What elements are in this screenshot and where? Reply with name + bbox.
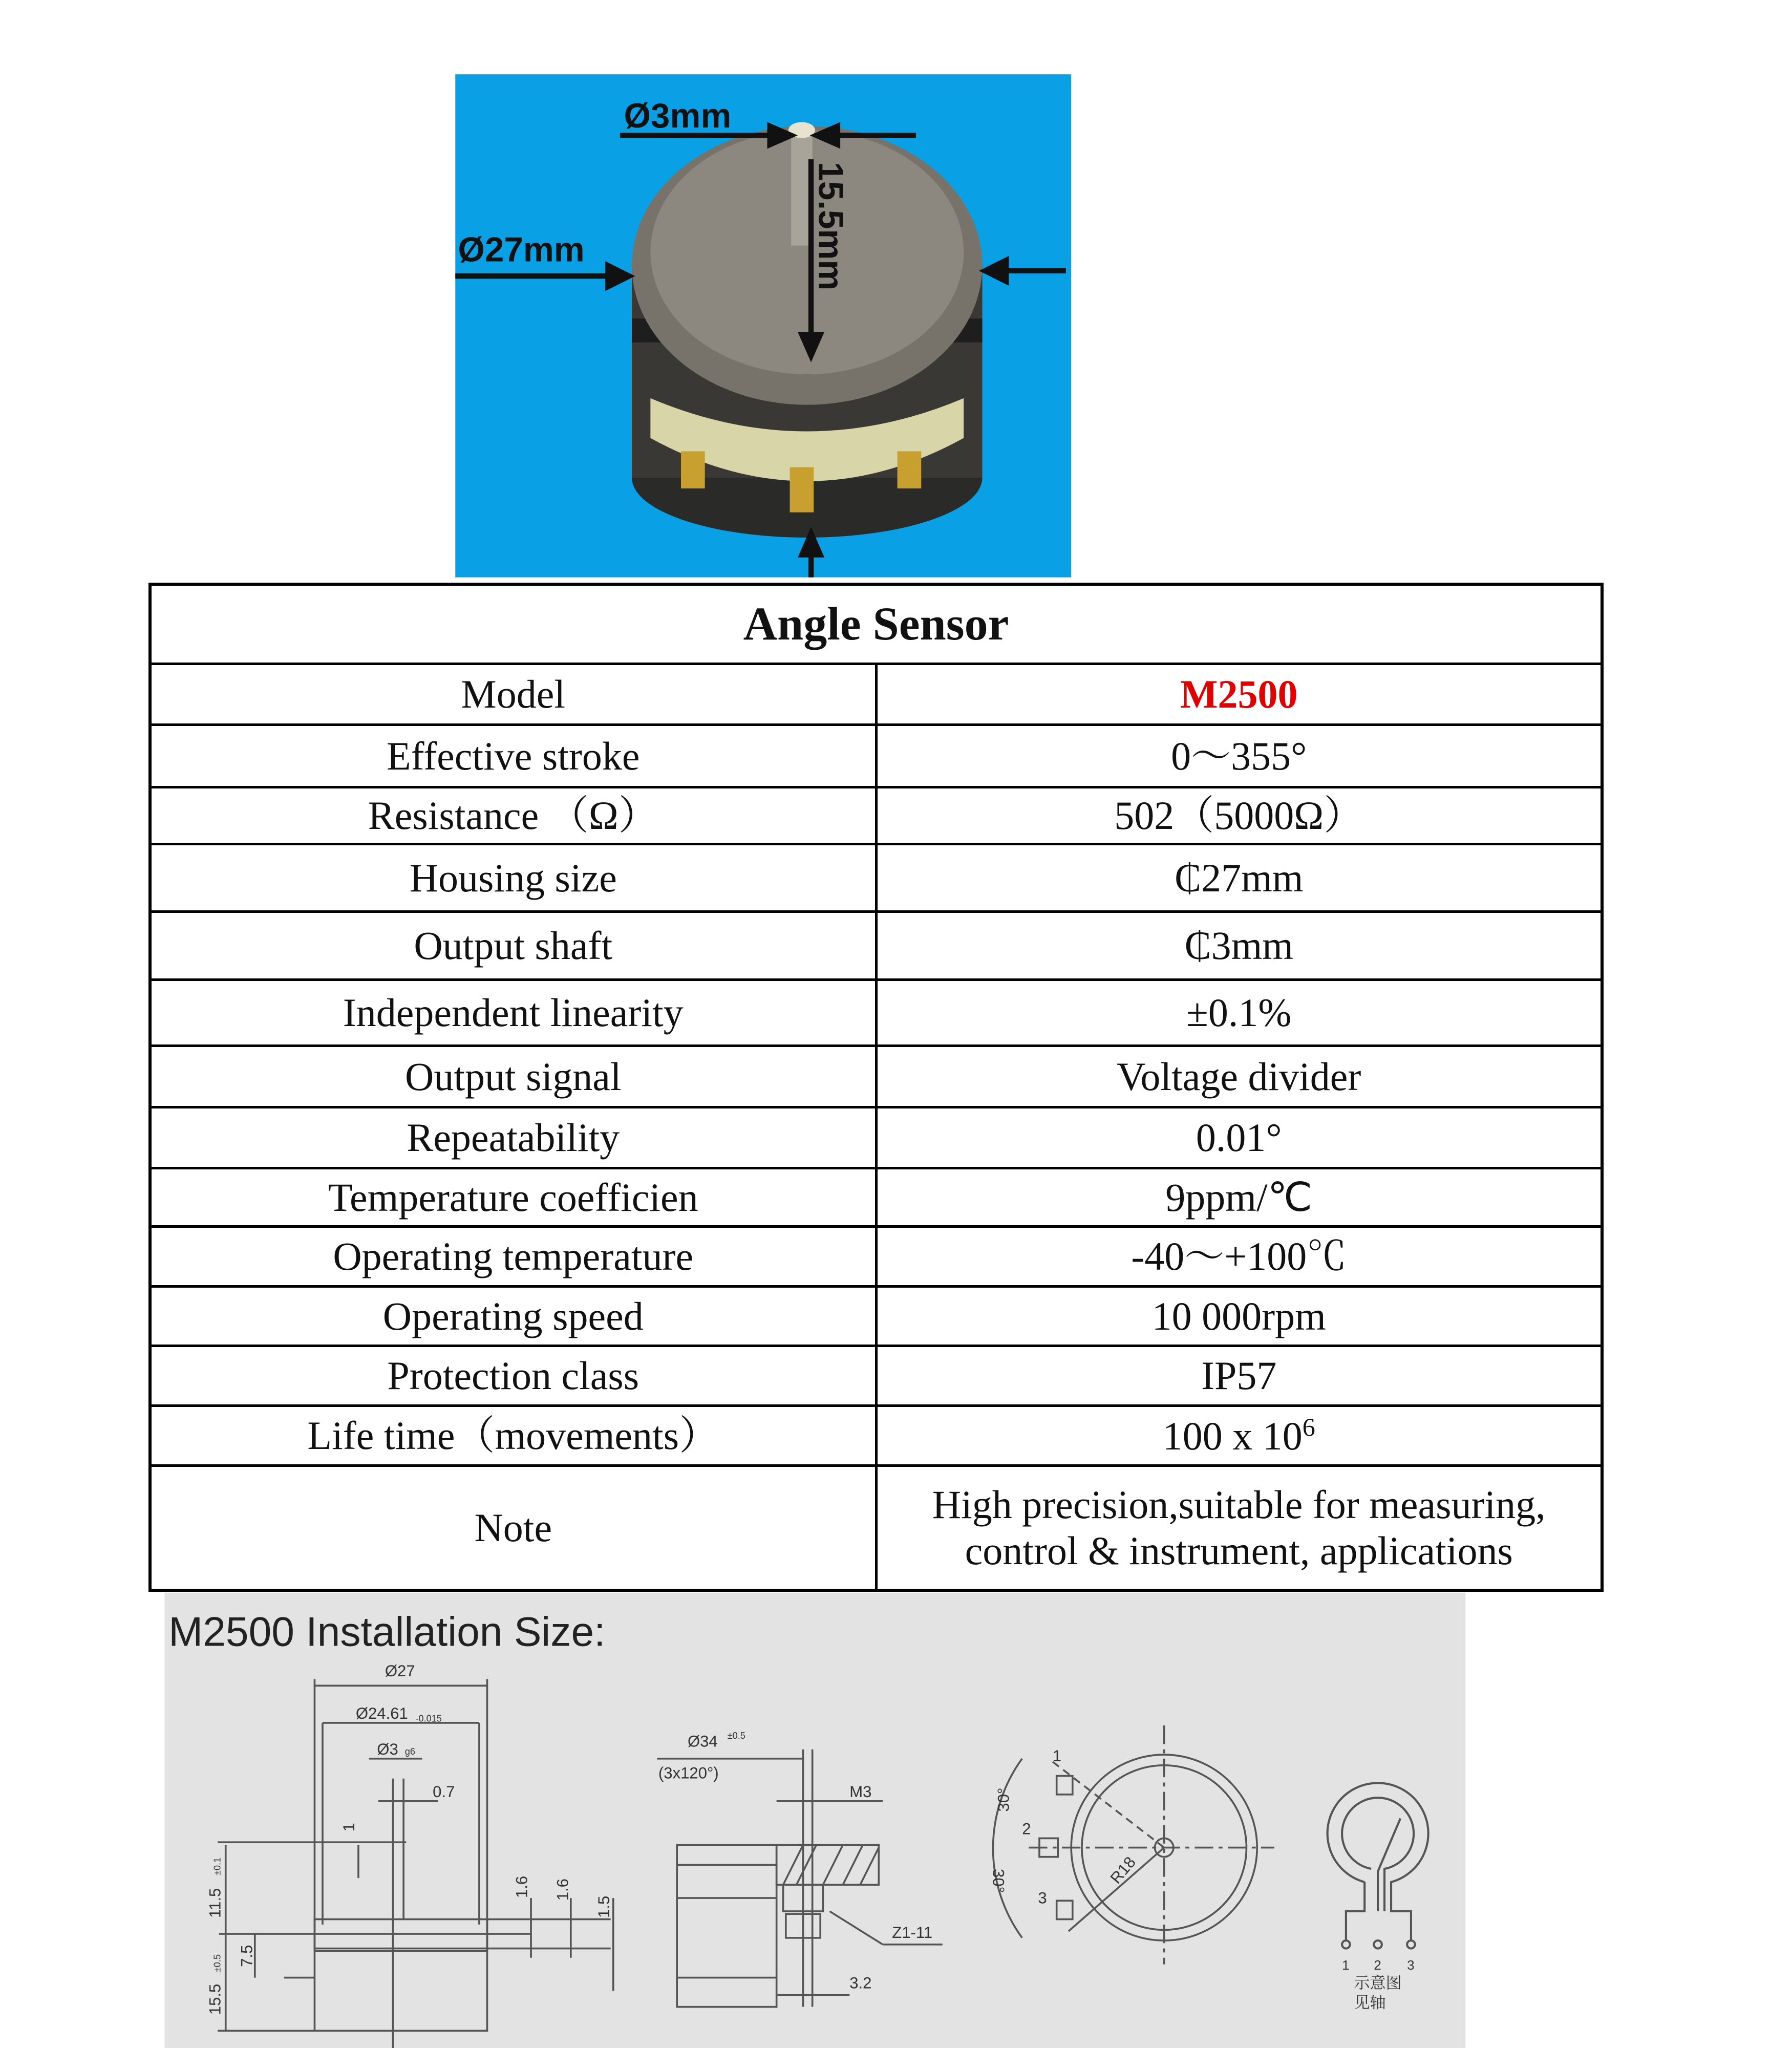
dim-1: 1 <box>340 1823 358 1832</box>
note-value <box>876 1466 1602 1590</box>
row-value: 9ppm/℃ <box>876 1168 1602 1227</box>
row-label: Independent linearity <box>150 980 876 1046</box>
row-value: 0.01° <box>876 1107 1602 1168</box>
pin-1: 1 <box>1342 1958 1350 1973</box>
dim-d34: Ø34 <box>687 1732 718 1751</box>
table-title: Angle Sensor <box>150 584 1602 664</box>
dim-32: 3.2 <box>849 1974 872 1992</box>
row-value: ₵27mm <box>876 844 1602 912</box>
note-line-2: control & instrument, applications <box>965 1528 1513 1573</box>
row-label: Housing size <box>150 844 876 912</box>
front-a2: 30° <box>989 1869 1008 1893</box>
row-value: 10 000rpm <box>876 1287 1602 1346</box>
front-t3: 3 <box>1038 1889 1047 1907</box>
pin-2: 2 <box>1374 1958 1381 1973</box>
row-label: Note <box>150 1466 876 1590</box>
row-label: Output signal <box>150 1046 876 1107</box>
dim-h155: 15.5 <box>206 1983 224 2015</box>
shaft-dia-label: Ø3mm <box>624 96 732 135</box>
row-value: 0～355° <box>876 725 1602 787</box>
dim-h155-tol: ±0.5 <box>212 1954 223 1973</box>
dim-angle: (3x120°) <box>658 1764 719 1782</box>
dim-d24-tol: -0.015 <box>415 1713 442 1724</box>
row-value: 502（5000Ω） <box>876 787 1602 844</box>
dim-h75: 7.5 <box>238 1945 256 1967</box>
row-label: Temperature coefficien <box>150 1168 876 1227</box>
drawing-title: M2500 Installation Size: <box>168 1609 606 1655</box>
front-r18: R18 <box>1106 1853 1139 1887</box>
dim-d34-tol: ±0.5 <box>727 1730 745 1741</box>
row-value: -40～+100℃ <box>876 1227 1602 1287</box>
spec-table <box>148 583 1604 1592</box>
row-label: Operating temperature <box>150 1227 876 1287</box>
dim-d27: Ø27 <box>385 1662 415 1680</box>
dim-d3: Ø3 <box>377 1740 398 1759</box>
row-value <box>876 1406 1602 1466</box>
terminal-1 <box>681 451 705 488</box>
life-value: 100 x 10 <box>1162 1413 1303 1458</box>
installation-drawing <box>164 1593 1465 2048</box>
row-label: Model <box>150 664 876 725</box>
row-label: Life time（movements） <box>150 1406 876 1466</box>
housing-dia-label: Ø27mm <box>458 230 585 269</box>
row-value: ₵3mm <box>876 912 1602 980</box>
dim-t16b: 1.6 <box>553 1879 572 1901</box>
front-a1: 30° <box>994 1787 1013 1812</box>
row-value: Voltage divider <box>876 1046 1602 1107</box>
front-t2: 2 <box>1022 1820 1031 1838</box>
row-value: ±0.1% <box>876 980 1602 1046</box>
front-t1: 1 <box>1052 1747 1062 1765</box>
dim-m3: M3 <box>849 1783 872 1801</box>
schematic-note-2: 见轴 <box>1354 1994 1386 2012</box>
row-label: Output shaft <box>150 912 876 980</box>
dim-t15: 1.5 <box>594 1895 613 1918</box>
dim-07: 0.7 <box>433 1783 455 1801</box>
model-value: M2500 <box>876 664 1602 725</box>
life-exponent: 6 <box>1302 1412 1315 1441</box>
product-photo <box>455 74 1071 578</box>
note-line-1: High precision,suitable for measuring, <box>932 1482 1546 1527</box>
dim-d3-tol: g6 <box>404 1746 415 1757</box>
dim-z: Z1-11 <box>892 1923 933 1942</box>
dim-t16a: 1.6 <box>513 1875 531 1898</box>
terminal-3 <box>898 451 922 488</box>
row-label: Resistance （Ω） <box>150 787 876 844</box>
row-label: Operating speed <box>150 1287 876 1346</box>
row-label: Effective stroke <box>150 725 876 787</box>
dim-h115-tol: ±0.1 <box>212 1857 223 1875</box>
row-value: IP57 <box>876 1346 1602 1406</box>
dim-h115: 11.5 <box>206 1888 224 1918</box>
dim-d24: Ø24.61 <box>355 1704 408 1723</box>
row-label: Protection class <box>150 1346 876 1406</box>
schematic-note-1: 示意图 <box>1354 1974 1402 1992</box>
height-label: 15.5mm <box>811 162 850 291</box>
terminal-2 <box>790 467 814 513</box>
row-label: Repeatability <box>150 1107 876 1168</box>
pin-3: 3 <box>1407 1958 1415 1973</box>
